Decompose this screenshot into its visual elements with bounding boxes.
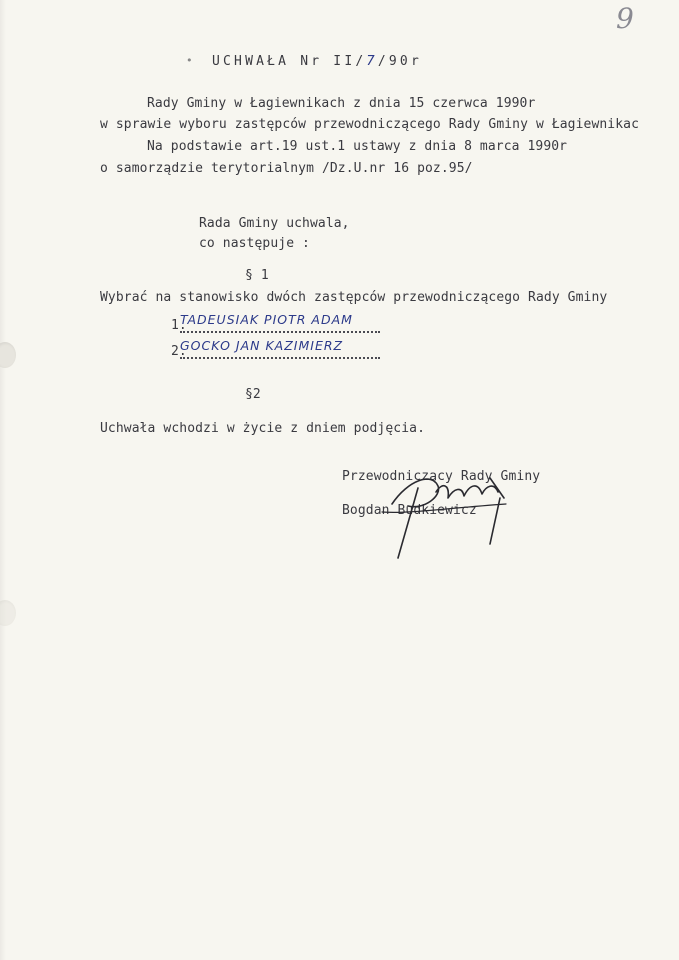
- intro-line-3: Na podstawie art.19 ust.1 ustawy z dnia 8 marca 1990r: [147, 139, 568, 154]
- item-2-name: GOCKO JAN KAZIMIERZ: [180, 338, 344, 353]
- section-2-text: Uchwała wchodzi w życie z dniem podjęcia.: [100, 421, 425, 436]
- page-number: 9: [616, 2, 634, 35]
- resolves-line-2: co następuje :: [199, 236, 310, 251]
- stray-mark: •: [186, 54, 193, 67]
- section-1-mark: § 1: [245, 268, 269, 283]
- signatory-name: Bogdan Budkiewicz: [342, 503, 477, 518]
- title-suffix: /90r: [377, 54, 422, 69]
- item-1-dotted-line: [180, 331, 380, 333]
- intro-line-1: Rady Gminy w Łagiewnikach z dnia 15 czerwca 1990r: [147, 96, 536, 111]
- item-1-name: TADEUSIAK PIOTR ADAM: [180, 312, 353, 327]
- handwritten-signature: [378, 468, 518, 568]
- signatory-title: Przewodniczący Rady Gminy: [342, 469, 541, 484]
- section-1-text: Wybrać na stanowisko dwóch zastępców przewodniczącego Rady Gminy: [100, 290, 608, 305]
- title-prefix: UCHWAŁA Nr II/: [212, 54, 367, 69]
- intro-line-2: w sprawie wyboru zastępców przewodniczącego Rady Gminy w Łagiewnikac: [100, 117, 640, 132]
- page-edge-shadow: [0, 0, 6, 960]
- section-2-mark: §2: [245, 387, 261, 402]
- item-2-dotted-line: [180, 357, 380, 359]
- title-number: 7: [366, 54, 378, 69]
- intro-line-4: o samorządzie terytorialnym /Dz.U.nr 16 poz.95/: [100, 161, 473, 176]
- punch-hole-upper: [0, 342, 16, 368]
- resolution-title: [212, 54, 422, 69]
- resolves-line-1: Rada Gminy uchwala,: [199, 216, 350, 231]
- punch-hole-lower: [0, 600, 16, 626]
- item-1-number: 1.: [171, 318, 187, 333]
- item-2-number: 2.: [171, 344, 187, 359]
